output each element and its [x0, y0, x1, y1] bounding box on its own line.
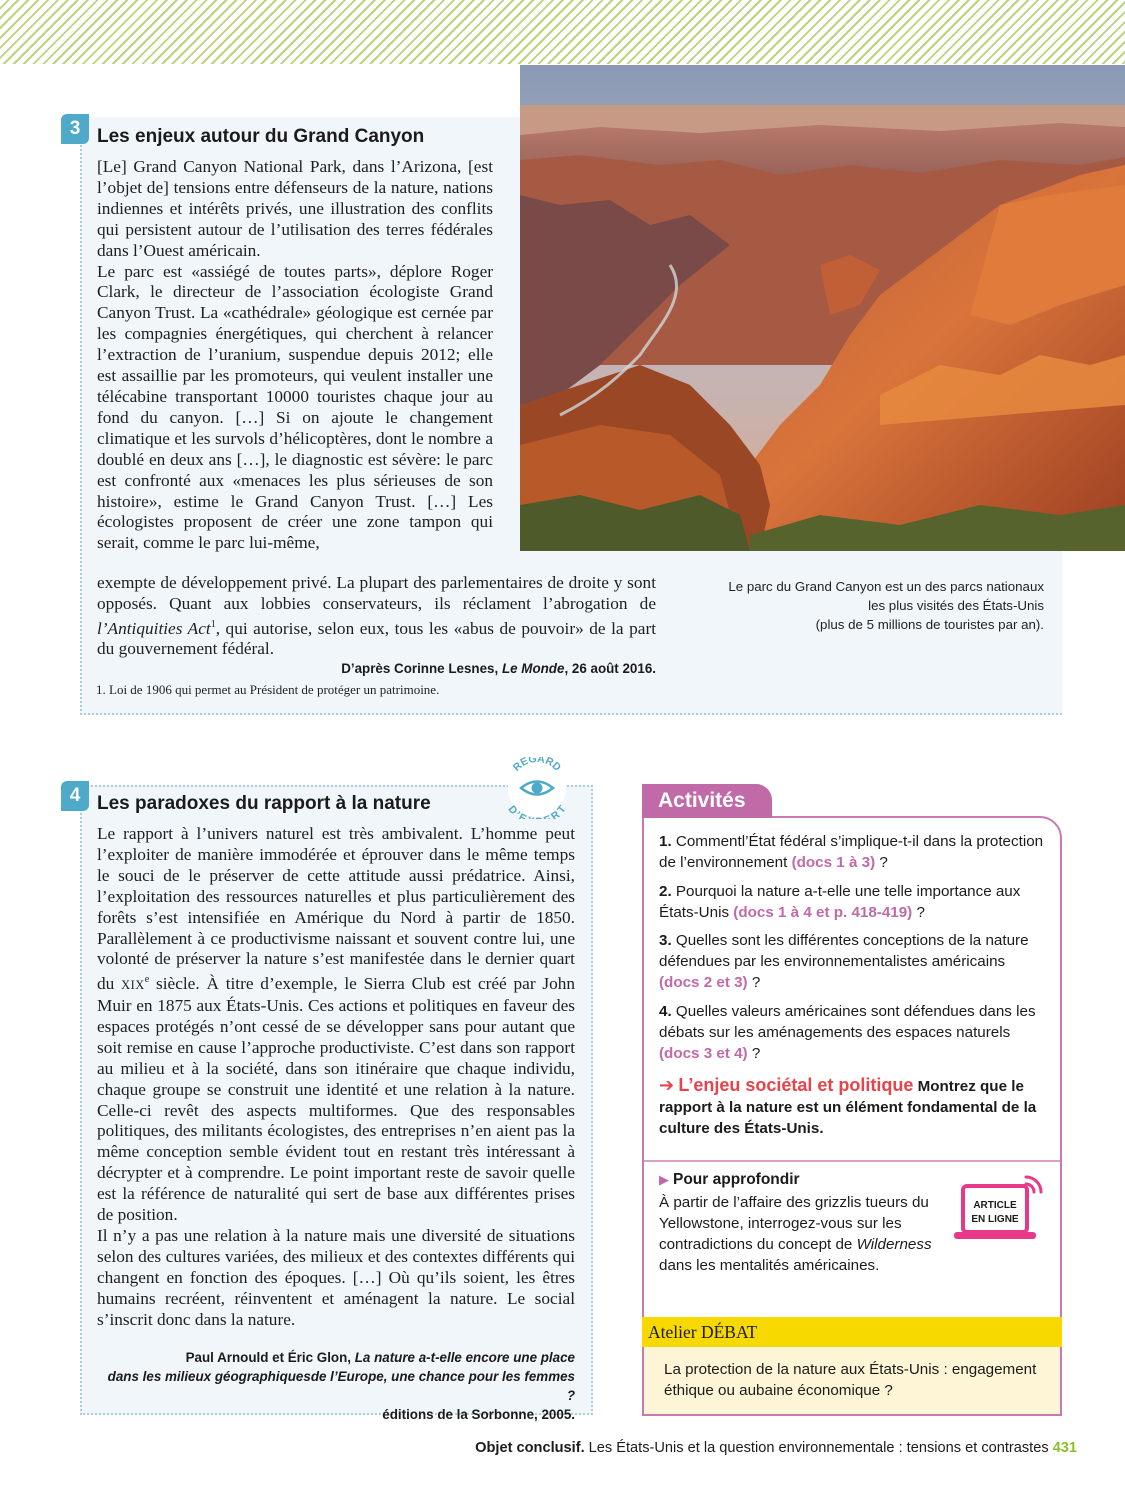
enjeu-block	[659, 1075, 1049, 1139]
doc4-paragraph-2: Il n’y a pas une relation à la nature mais une diversité de situations selon des cultures variées, des milieux et des contextes différents qui changent en fonction des époques. […] Où qu’ils soient, les êtres humains recréent, réinventent et aménagent la nature. Le social s’inscrit donc dans la nature.	[97, 1225, 575, 1329]
approfondir-title	[659, 1171, 800, 1189]
laptop-label-line2: EN LIGNE	[971, 1214, 1019, 1225]
question-doc-ref: (docs 2 et 3)	[659, 974, 748, 991]
doc4-century-sup: e	[144, 974, 150, 986]
article-en-ligne-laptop-icon[interactable]	[950, 1172, 1046, 1248]
enjeu-label: L’enjeu sociétal et politique	[678, 1075, 914, 1095]
photo-caption	[690, 577, 1044, 634]
question-text: Quelles valeurs américaines sont défendues dans les débats sur les aménagements des espaces naturels	[659, 1003, 1036, 1041]
question-1	[659, 831, 1044, 873]
doc4-text	[97, 824, 575, 1331]
doc4-title: Les paradoxes du rapport à la nature	[97, 793, 431, 814]
page-footer	[475, 1440, 1077, 1456]
photo-caption-line: les plus visités des États-Unis	[868, 598, 1044, 613]
doc3-source	[200, 659, 656, 678]
atelier-debat-text: La protection de la nature aux États-Unis : engagement éthique ou aubaine économique ?	[664, 1361, 1037, 1399]
question-end: ?	[747, 1045, 761, 1062]
question-doc-ref: (docs 1 à 4 et p. 418-419)	[733, 904, 913, 921]
doc3-footnote: 1. Loi de 1906 qui permet au Président de protéger un patrimoine.	[96, 682, 440, 697]
question-end: ?	[875, 854, 888, 871]
question-number: 1.	[659, 833, 672, 850]
grand-canyon-photo	[520, 65, 1125, 551]
question-doc-ref: (docs 3 et 4)	[659, 1045, 748, 1062]
regard-expert-badge	[499, 757, 575, 819]
atelier-debat-title: Atelier DÉBAT	[642, 1317, 1062, 1347]
footer-bold: Objet conclusif.	[475, 1440, 585, 1456]
badge-text-bottom: D’E RT	[505, 803, 569, 819]
question-end: ?	[912, 904, 925, 921]
doc4-paragraph-1	[97, 824, 575, 1226]
question-4	[659, 1001, 1044, 1064]
enjeu-text: Montrez que le rapport à la nature est un élément fondamental de la culture des États-Unis.	[659, 1078, 1037, 1137]
doc3-paragraph: [Le] Grand Canyon National Park, dans l’Arizona, [est l’objet de] tensions entre défenseurs de la nature, nations indiennes et intérêts privés, une illustration des conflits qui persistent autour de l’utilisation des terres fédérales dans l’Ouest américain.	[97, 157, 493, 260]
question-number: 3.	[659, 932, 672, 949]
question-end: ?	[747, 974, 761, 991]
doc3-footnote-ref: 1	[210, 618, 216, 630]
doc4-number-badge: 4	[61, 781, 89, 811]
question-2	[659, 881, 1044, 923]
approfondir-text-part: dans les mentalités américaines.	[659, 1257, 880, 1274]
doc4-century: XIX	[121, 978, 145, 993]
doc3-number-badge: 3	[61, 114, 89, 144]
arrow-right-icon: ➔	[659, 1075, 675, 1095]
triangle-marker-icon: ▶	[659, 1172, 669, 1187]
approfondir-text	[659, 1192, 939, 1276]
doc3-paragraph: Le parc est «assiégé de toutes parts», déplore Roger Clark, le directeur de l’association écologiste Grand Canyon Trust. La «cathédrale» géologique est cernée par les compagnies énergétiques, qui cherchent à relancer l’extraction de l’uranium, suspendue depuis 2012; elle est assaillie par les promoteurs, qui veulent installer une télécabine transportant 10000 touristes chaque jour au fond du canyon. […] Si on ajoute le changement climatique et les survols d’hélicoptères, dont le nombre a doublé en deux ans […], le diagnostic est sévère: le parc est confronté aux «menaces les plus sérieuses de son histoire», estime le Grand Canyon Trust. […] Les écologistes proposent de créer une zone tampon qui serait, comme le parc lui-même,	[97, 261, 493, 553]
question-number: 2.	[659, 883, 672, 900]
question-number: 4.	[659, 1003, 672, 1020]
doc4-source-title: La nature a-t-elle encore une place	[354, 1350, 575, 1365]
header-hatch-band	[0, 0, 1125, 64]
approfondir-wilderness: Wilderness	[856, 1236, 932, 1253]
page-number: 431	[1052, 1440, 1077, 1456]
doc3-source-date: , 26 août 2016.	[564, 661, 656, 676]
footer-text: Les États-Unis et la question environnementale : tensions et contrastes	[584, 1440, 1049, 1456]
doc3-wide-text-part: exempte de développement privé. La plupart des parlementaires de droite y sont opposés. Quant aux lobbies conservateurs, ils réclament l’abrogation de	[97, 573, 656, 613]
doc3-antiquities-act: l’Antiquities Act	[97, 618, 211, 638]
doc3-title: Les enjeux autour du Grand Canyon	[97, 126, 425, 147]
doc4-source-authors: Paul Arnould et Éric Glon,	[185, 1350, 355, 1365]
eye-icon	[521, 782, 553, 795]
doc3-wide-text-part: , qui autorise, selon eux, tous les «abus de pouvoir» de la part du gouvernement fédéral.	[97, 618, 657, 659]
doc4-source	[100, 1348, 575, 1424]
question-text: Commentl’État fédéral s’implique-t-il dans la protection de l’environnement	[659, 833, 1044, 871]
doc3-wide-text	[97, 573, 656, 660]
photo-caption-line: Le parc du Grand Canyon est un des parcs nationaux	[728, 579, 1044, 594]
badge-text-top: REGARD	[510, 757, 564, 774]
doc3-source-journal: Le Monde	[501, 661, 565, 676]
approfondir-title-text: Pour approfondir	[673, 1171, 800, 1188]
doc4-text-part: Le rapport à l’univers naturel est très ambivalent. L’homme peut l’exploiter de manière immodérée et éprouver dans le même temps le souci de le préserver de cette attitude aussi prédatrice. Ainsi, l’exploitation des ressources naturelles et plus particulièrement des forêts s’est intensifiée en Amérique du Nord à partir de 1850. Parallèlement à ce productivisme naissant et souvent contre lui, une volonté de préserver la nature s’est manifestée dans le dernier quart du	[97, 824, 575, 994]
laptop-label-line1: ARTICLE	[973, 1200, 1017, 1211]
activites-tab: Activités	[642, 784, 772, 818]
doc3-source-author: D’après Corinne Lesnes,	[341, 661, 502, 676]
question-3	[659, 930, 1044, 993]
approfondir-text-part: À partir de l’affaire des grizzlis tueurs du Yellowstone, interrogez-vous sur les contradictions du concept de	[659, 1194, 929, 1253]
doc4-source-title: dans les milieux géographiquesde l’Europe, une chance pour les femmes ?	[107, 1369, 575, 1403]
photo-caption-line: (plus de 5 millions de touristes par an).	[815, 617, 1044, 632]
doc4-source-publisher: éditions de la Sorbonne, 2005.	[382, 1407, 575, 1422]
doc4-text-part: siècle. À titre d’exemple, le Sierra Club est créé par John Muir en 1875 aux États-Unis. Ces actions et politiques en faveur des espaces protégés n’ont cessé de se développer sans pour autant que soit remise en cause l’approche productiviste. C’est dans son rapport au milieu et à la société, dans son itinéraire que chaque individu, chaque groupe se construit une identité et une relation à la nature. Celle-ci revêt des aspects multiformes. Que des responsables politiques, des militants écologistes, des entreprises n’en aient pas la même conception semble évident tout en restant très intéressant à décrypter et à comprendre. Le point important reste de savoir quelle est la référence de naturalité qui sert de base aux différentes prises de position.	[97, 974, 575, 1225]
doc3-narrow-text	[97, 157, 493, 554]
question-doc-ref: (docs 1 à 3)	[791, 854, 876, 871]
question-text: Quelles sont les différentes conceptions de la nature défendues par les environnementalistes américains	[659, 932, 1029, 970]
question-text: Pourquoi la nature a-t-elle une telle importance aux États-Unis	[659, 883, 1021, 921]
activites-divider	[644, 1160, 1060, 1162]
